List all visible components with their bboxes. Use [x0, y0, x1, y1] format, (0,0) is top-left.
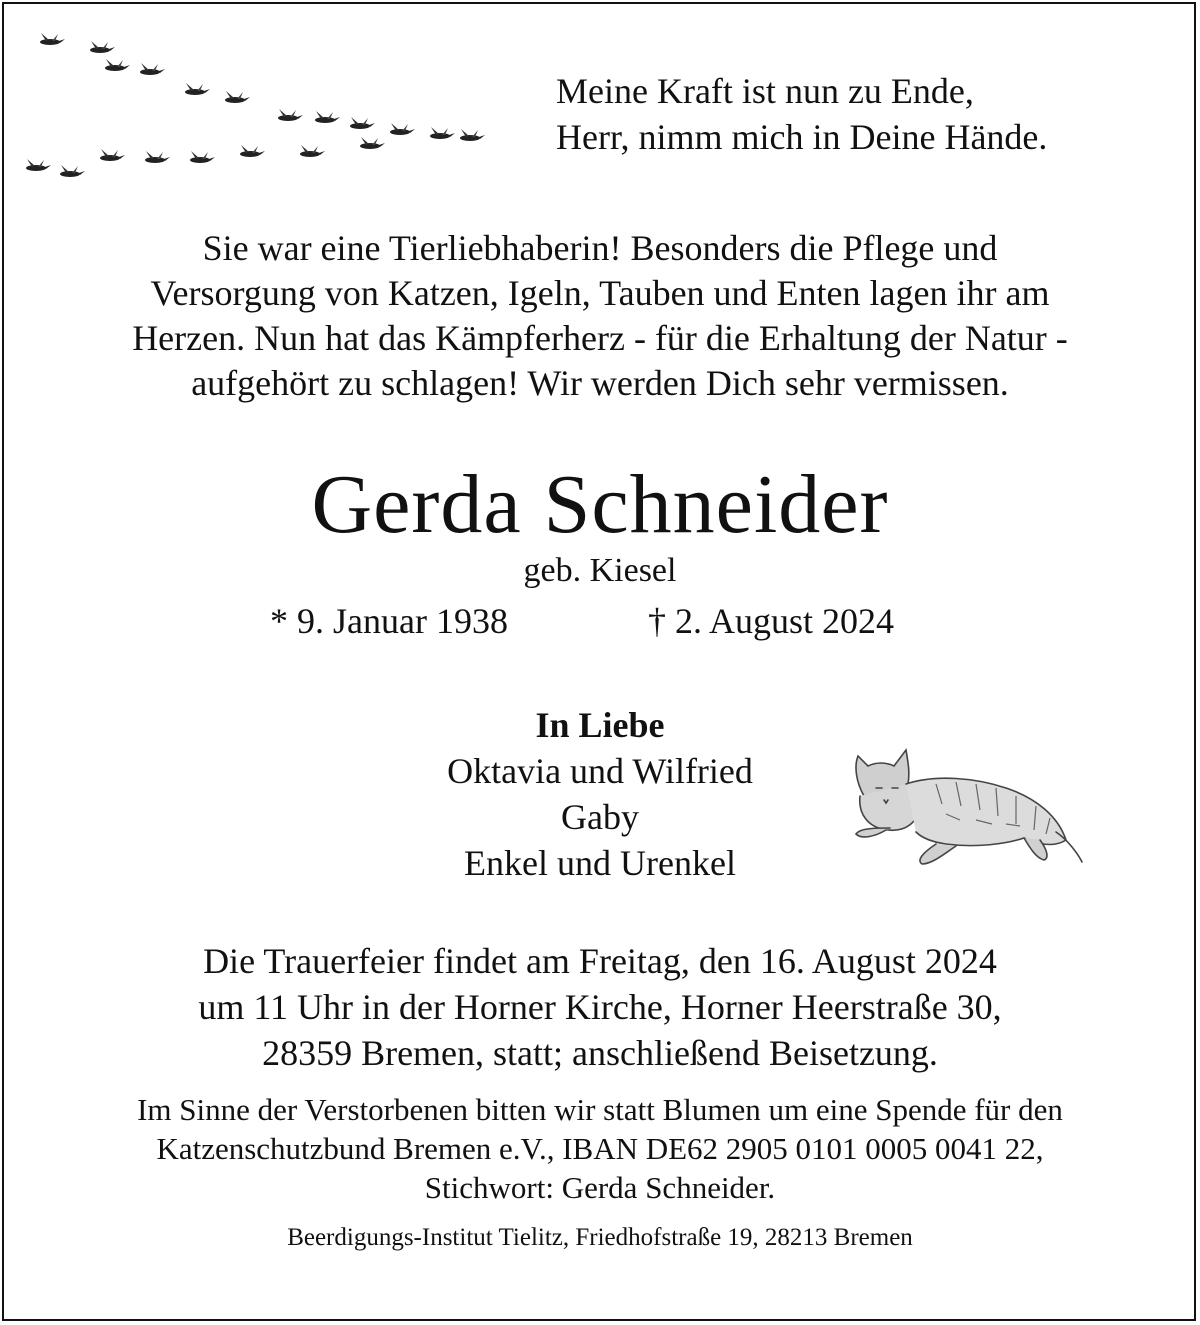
undertaker-info: Beerdigungs-Institut Tielitz, Friedhofstraße 19, 28213 Bremen	[287, 1224, 913, 1251]
donation-request	[0, 1090, 1200, 1207]
intro-line: Sie war eine Tierliebhaberin! Besonders die Pflege und	[202, 228, 998, 268]
donation-line: Im Sinne der Verstorbenen bitten wir statt Blumen um eine Spende für den	[137, 1092, 1063, 1127]
intro-line: Versorgung von Katzen, Igeln, Tauben und Enten lagen ihr am	[150, 273, 1050, 313]
verse-line-1: Meine Kraft ist nun zu Ende,	[556, 71, 974, 111]
flying-birds-icon	[20, 28, 500, 188]
intro-text	[0, 226, 1200, 406]
deceased-name: Gerda Schneider	[311, 458, 889, 551]
intro-line: aufgehört zu schlagen! Wir werden Dich sehr vermissen.	[191, 363, 1009, 403]
mourner-name: Gaby	[561, 797, 639, 837]
funeral-details	[0, 938, 1200, 1076]
death-date: † 2. August 2024	[648, 601, 895, 641]
birth-date: * 9. Januar 1938	[270, 601, 508, 641]
maiden-name: geb. Kiesel	[523, 552, 677, 589]
verse-line-2: Herr, nimm mich in Deine Hände.	[556, 117, 1048, 157]
mourners-heading: In Liebe	[535, 705, 665, 745]
donation-line: Katzenschutzbund Bremen e.V., IBAN DE62 2905 0101 0005 0041 22,	[156, 1131, 1044, 1166]
funeral-line: Die Trauerfeier findet am Freitag, den 16. August 2024	[203, 941, 997, 981]
mourner-name: Enkel und Urenkel	[464, 843, 736, 883]
mourner-name: Oktavia und Wilfried	[447, 751, 753, 791]
funeral-line: 28359 Bremen, statt; anschließend Beisetzung.	[262, 1033, 938, 1073]
bird-flock	[26, 33, 485, 177]
lying-cat-icon	[846, 744, 1088, 868]
verse	[556, 68, 1176, 160]
donation-line: Stichwort: Gerda Schneider.	[424, 1170, 776, 1205]
funeral-line: um 11 Uhr in der Horner Kirche, Horner Heerstraße 30,	[198, 987, 1002, 1027]
intro-line: Herzen. Nun hat das Kämpferherz - für die Erhaltung der Natur -	[132, 318, 1068, 358]
